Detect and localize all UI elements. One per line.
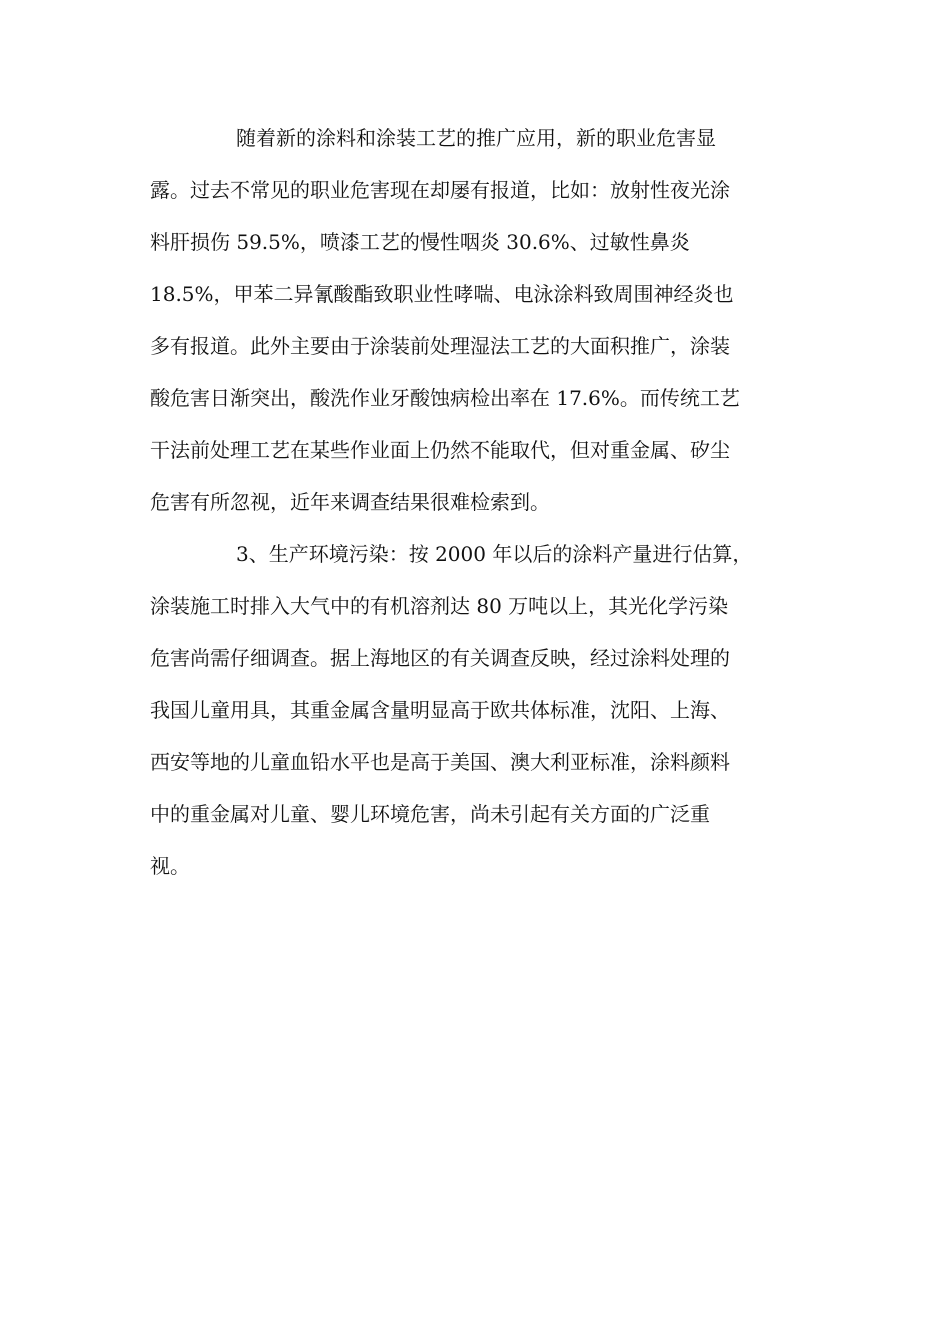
paragraph-line: 我国儿童用具，其重金属含量明显高于欧共体标准，沈阳、上海、 bbox=[150, 698, 730, 722]
paragraph-line: 涂装施工时排入大气中的有机溶剂达 80 万吨以上，其光化学污染 bbox=[150, 594, 729, 618]
paragraph-line: 多有报道。此外主要由于涂装前处理湿法工艺的大面积推广，涂装 bbox=[150, 334, 730, 358]
document-body bbox=[150, 112, 800, 892]
paragraph-line: 料肝损伤 59.5%，喷漆工艺的慢性咽炎 30.6%、过敏性鼻炎 bbox=[150, 230, 690, 254]
paragraph-line: 危害尚需仔细调查。据上海地区的有关调查反映，经过涂料处理的 bbox=[150, 646, 730, 670]
paragraph-line: 中的重金属对儿童、婴儿环境危害，尚未引起有关方面的广泛重 bbox=[150, 802, 710, 826]
paragraph-line: 西安等地的儿童血铅水平也是高于美国、澳大利亚标准，涂料颜料 bbox=[150, 750, 730, 774]
paragraph-line: 视。 bbox=[150, 854, 190, 878]
paragraph-environmental-pollution bbox=[150, 528, 800, 892]
paragraph-line: 干法前处理工艺在某些作业面上仍然不能取代，但对重金属、矽尘 bbox=[150, 438, 730, 462]
paragraph-line: 18.5%，甲苯二异氰酸酯致职业性哮喘、电泳涂料致周围神经炎也 bbox=[150, 282, 734, 306]
paragraph-line: 3、生产环境污染：按 2000 年以后的涂料产量进行估算， bbox=[236, 542, 753, 566]
paragraph-line: 露。过去不常见的职业危害现在却屡有报道，比如：放射性夜光涂 bbox=[150, 178, 730, 202]
paragraph-line: 危害有所忽视，近年来调查结果很难检索到。 bbox=[150, 490, 550, 514]
paragraph-line: 酸危害日渐突出，酸洗作业牙酸蚀病检出率在 17.6%。而传统工艺 bbox=[150, 386, 740, 410]
paragraph-line: 随着新的涂料和涂装工艺的推广应用，新的职业危害显 bbox=[236, 126, 716, 150]
paragraph-occupational-hazards bbox=[150, 112, 800, 528]
